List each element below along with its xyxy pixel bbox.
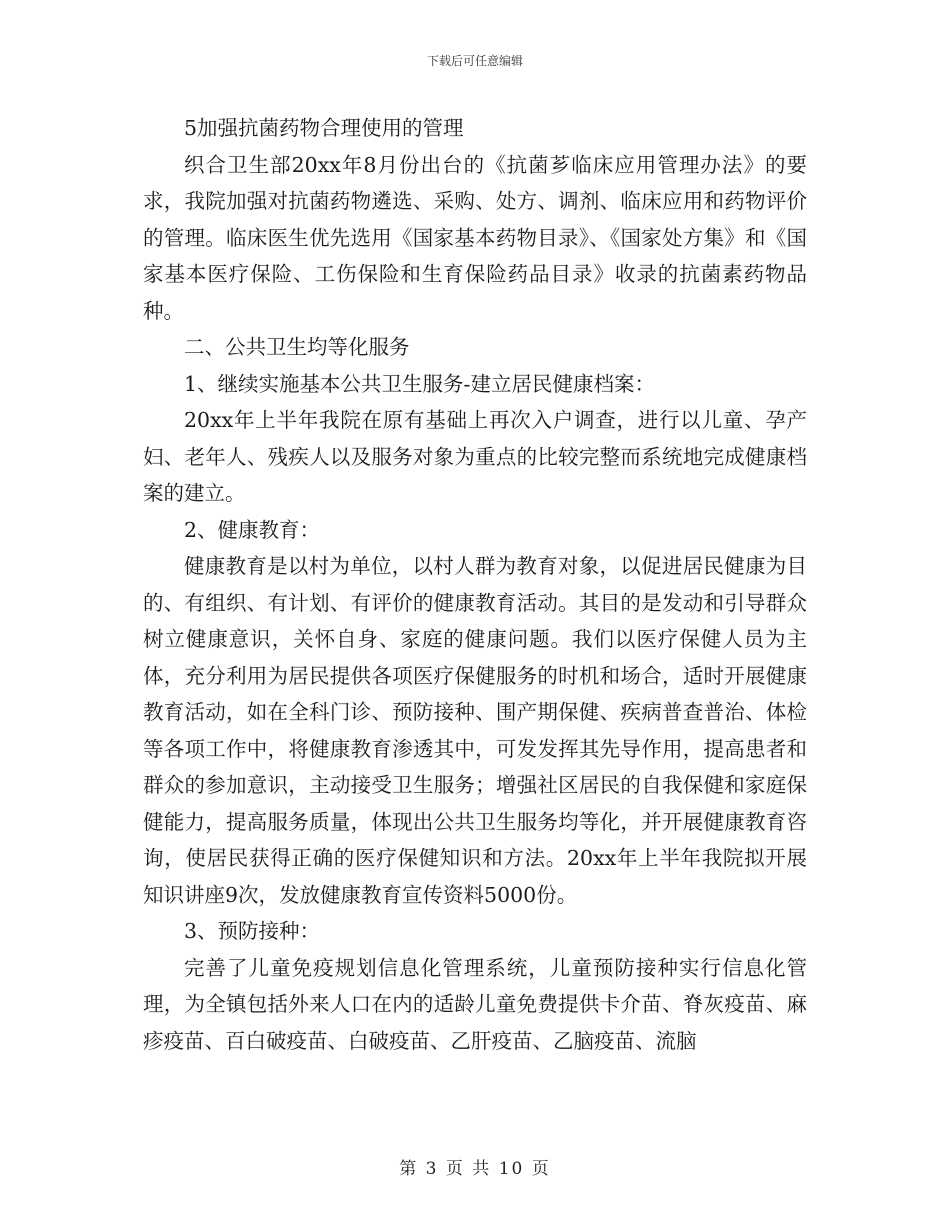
paragraph-health-education: 健康教育是以村为单位，以村人群为教育对象，以促进居民健康为目的、有组织、有计划、有评价的健康教育活动。其目的是发动和引导群众树立健康意识，关怀自身、家庭的健康问题。我们以医疗保健人员为主体，充分利用为居民提供各项医疗保健服务的时机和场合，适时开展健康教育活动，如在全科门诊、预防接种、围产期保健、疾病普查普治、体检等各项工作中，将健康教育渗透其中，可发发挥其先导作用，提高患者和群众的参加意识，主动接受卫生服务；增强社区居民的自我保健和家庭保健能力，提高服务质量，体现出公共卫生服务均等化，并开展健康教育咨询，使居民获得正确的医疗保健知识和方法。20xx年上半年我院拟开展知识讲座9次，发放健康教育宣传资料5000份。 (143, 554, 807, 907)
paragraph-item-1-heading: 1、继续实施基本公共卫生服务-建立居民健康档案： (184, 371, 655, 396)
page-number: 第 3 页 共 10 页 (399, 1159, 551, 1179)
page-header-note: 下载后可任意编辑 (426, 54, 523, 68)
document-body (143, 110, 807, 1059)
paragraph-item-3-heading: 3、预防接种： (184, 919, 321, 943)
paragraph-health-records: 20xx年上半年我院在原有基础上再次入户调查，进行以儿童、孕产妇、老年人、残疾人以及服务对象为重点的比较完整而系统地完成健康档案的建立。 (143, 408, 807, 505)
paragraph-item-2-heading: 2、健康教育： (184, 517, 321, 542)
paragraph-antibiotics-management: 织合卫生部20xx年8月份出台的《抗菌芗临床应用管理办法》的要求，我院加强对抗菌药物遴选、采购、处方、调剂、临床应用和药物评价的管理。临床医生优先选用《国家基本药物目录》、《国家处方集》和《国家基本医疗保险、工伤保险和生育保险药品目录》收录的抗菌素药物品种。 (143, 152, 807, 323)
paragraph-vaccination: 完善了儿童免疫规划信息化管理系统，儿童预防接种实行信息化管理，为全镇包括外来人口在内的适龄儿童免费提供卡介苗、脊灰疫苗、麻疹疫苗、百白破疫苗、白破疫苗、乙肝疫苗、乙脑疫苗、流脑 (143, 955, 807, 1053)
paragraph-section-2-heading: 二、公共卫生均等化服务 (184, 335, 410, 359)
paragraph-section-5-heading: 5加强抗菌药物合理使用的管理 (184, 116, 464, 140)
